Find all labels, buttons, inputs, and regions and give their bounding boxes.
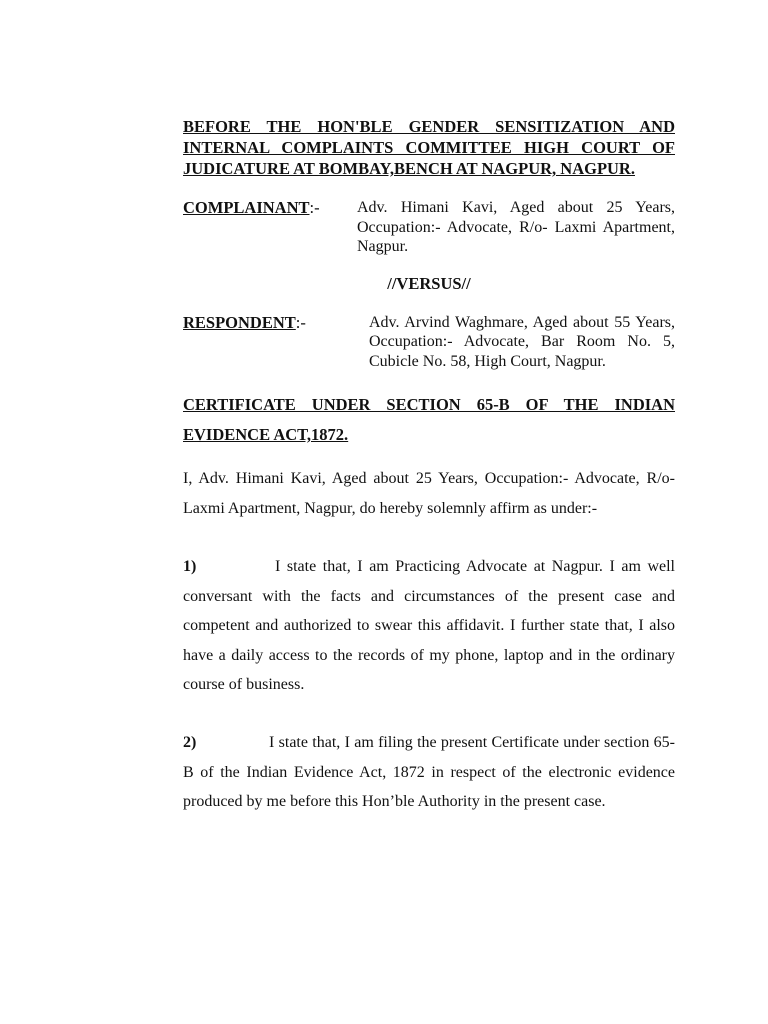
document-body — [183, 116, 675, 817]
document-heading: BEFORE THE HON'BLE GENDER SENSITIZATION AND INTERNAL COMPLAINTS COMMITTEE HIGH COURT OF JUDICATURE AT BOMBAY,BENCH AT NAGPUR, NAGPUR. — [183, 117, 675, 178]
respondent-label: RESPONDENT — [183, 312, 296, 332]
intro-paragraph: I, Adv. Himani Kavi, Aged about 25 Years, Occupation:- Advocate, R/o- Laxmi Apartment, Nagpur, do hereby solemnly affirm as under:- — [183, 470, 675, 517]
respondent-label-group — [183, 313, 369, 372]
paragraph-1-text: I state that, I am Practicing Advocate at Nagpur. I am well conversant with the facts and circumstances of the present case and competent and authorized to swear this affidavit. I further state that, I also have a daily access to the records of my phone, laptop and in the ordinary course of business. — [183, 558, 675, 694]
respondent-block — [183, 313, 675, 372]
complainant-block — [183, 198, 675, 257]
paragraph-2-number: 2) — [183, 733, 197, 751]
versus-line: //VERSUS// — [387, 273, 471, 293]
certificate-title: CERTIFICATE UNDER SECTION 65-B OF THE INDIAN EVIDENCE ACT,1872. — [183, 395, 675, 444]
complainant-label: COMPLAINANT — [183, 198, 310, 217]
respondent-details: Adv. Arvind Waghmare, Aged about 55 Years, Occupation:- Advocate, Bar Room No. 5, Cubicle No. 58, High Court, Nagpur. — [369, 313, 675, 370]
complainant-details: Adv. Himani Kavi, Aged about 25 Years, Occupation:- Advocate, R/o- Laxmi Apartment, Nagpur. — [357, 199, 675, 255]
respondent-label-suffix: :- — [295, 312, 306, 332]
complainant-label-group — [183, 198, 357, 257]
complainant-label-suffix: :- — [309, 198, 320, 217]
paragraph-1 — [183, 552, 675, 700]
paragraph-2-text: I state that, I am filing the present Certificate under section 65-B of the Indian Evidence Act, 1872 in respect of the electronic evidence produced by me before this Hon’ble Authority in the present case. — [183, 733, 675, 811]
paragraph-2 — [183, 728, 675, 817]
paragraph-1-number: 1) — [183, 558, 197, 575]
